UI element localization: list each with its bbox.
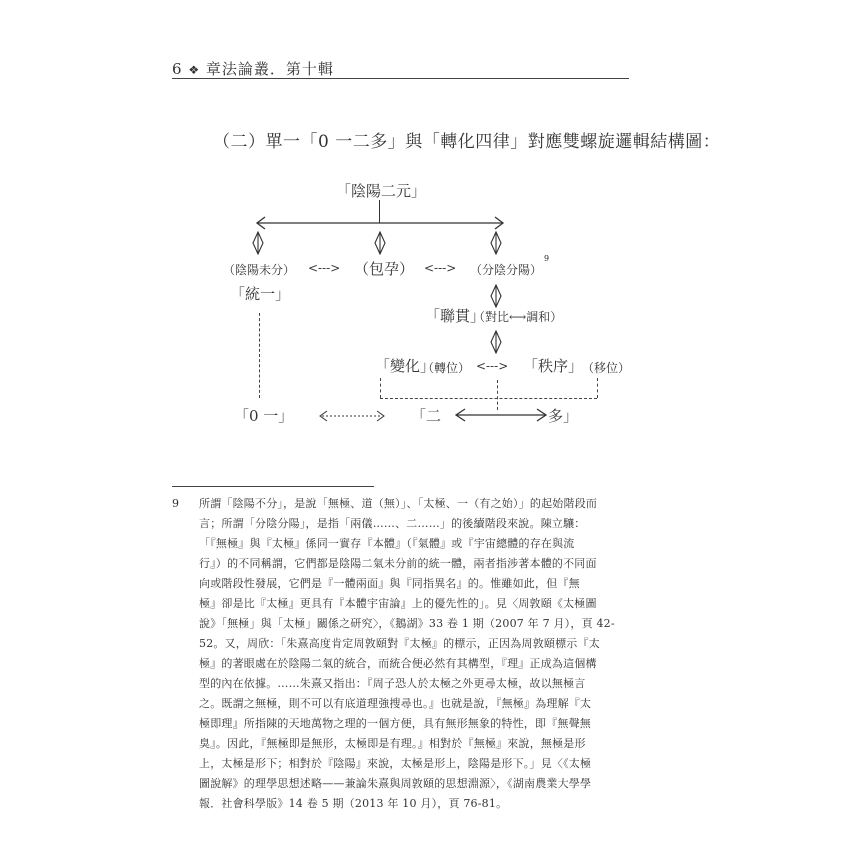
dashed-arrow: <---> (424, 261, 457, 275)
footnote-line: 上，太極是形下；相對於『陰陽』來說，太極是形上，陰陽是形下。」見〈《太極 (199, 757, 592, 770)
bracket-bottom (380, 398, 597, 399)
dashed-double-arrow-icon (318, 410, 386, 422)
solid-double-arrow-icon (454, 408, 548, 422)
footnote-rule (172, 486, 374, 487)
bracket-right (597, 378, 598, 398)
footnote-line: 型的內在依據。……朱熹又指出：『周子恐人於太極之外更尋太極，故以無極言 (199, 677, 586, 690)
footnote-line: 所謂「陰陽不分」，是說「無極、道（無）」、「太極、一（有之始）」的起始階段而 (199, 497, 598, 510)
node-two: 「二 (411, 407, 442, 425)
footnote-number: 9 (172, 497, 179, 510)
running-title: 章法論叢．第十輯 (205, 60, 334, 78)
footnote-line: 52。又，周欣：「朱熹高度肯定周敦頤對『太極』的標示，正因為周敦頤標示『太 (199, 637, 600, 650)
updown-arrow-icon (490, 284, 502, 308)
bracket-stem (497, 380, 498, 410)
node-unity: 「統一」 (230, 285, 291, 303)
updown-arrow-icon (490, 330, 502, 354)
stage-embracing: （包孕） (354, 260, 415, 278)
node-many: 多」 (548, 407, 579, 425)
footnote-line: 臭』。因此，『無極即是無形，太極即是有理。』相對於『無極』來說，無極是形 (199, 737, 586, 750)
node-change: 「變化」 (375, 357, 436, 375)
branch-double-arrow-icon (255, 216, 505, 230)
footnote-line: 言；所謂「分陰分陽」，是指「兩儀……、二……」的後續階段來說。陳立驤： (199, 517, 586, 530)
ornament-icon: ❖ (188, 63, 201, 77)
stage-undivided: （陰陽未分） (223, 263, 296, 277)
bracket-left (380, 378, 381, 398)
updown-arrow-icon (252, 231, 264, 255)
footnote-line: 向或階段性發展，它們是『一體兩面』與『同指異名』的。惟雖如此，但『無 (199, 577, 580, 590)
footnote-line: 報．社會科學版》14 卷 5 期（2013 年 10 月），頁 76-81。 (199, 797, 508, 810)
updown-arrow-icon (374, 231, 386, 255)
dashed-arrow: <---> (476, 359, 509, 373)
dashed-arrow: <---> (308, 261, 341, 275)
footnote-line: 之。既謂之無極，則不可以有底道理強搜尋也。』也就是說，『無極』為理解『太 (199, 697, 592, 710)
footnote-line: 圖說解》的理學思想述略——兼論朱熹與周敦頤的思想淵源〉，《湖南農業大學學 (199, 777, 592, 790)
footnote-mark[interactable]: 9 (544, 254, 550, 263)
footnote-line: 說》「無極」與「太極」關係之研究〉，《鵝湖》33 卷 1 期（2007 年 7 月），頁 42- (199, 617, 615, 630)
coherence-note: （對比⟷調和） (473, 310, 563, 324)
stage-divided: （分陰分陽） (470, 263, 543, 277)
node-yinyang-duality: 「陰陽二元」 (336, 182, 427, 200)
updown-arrow-icon (490, 231, 502, 255)
footnote-line: 「『無極』與『太極』係同一實存『本體』（『氣體』或『宇宙總體的存在與流 (199, 537, 575, 550)
header-rule (172, 78, 629, 79)
node-order: 「秩序」 (523, 357, 584, 375)
footnote-text (199, 494, 629, 814)
footnote-line: 極』的著眼處在於陰陽二氣的統合，而統合便必然有其構型，『理』正成為這個構 (199, 657, 597, 670)
unity-dashed-line (259, 313, 260, 398)
page-number: 6 (172, 60, 183, 78)
change-note: （轉位） (422, 361, 471, 375)
order-note: （移位） (582, 361, 631, 375)
running-header (172, 58, 334, 79)
footnote-line: 極即理』所指陳的天地萬物之理的一個方便，具有無形無象的特性，即『無聲無 (199, 717, 591, 730)
footnote-line: 極』卻是比『太極』更具有『本體宇宙論』上的優先性的」。見〈周敦頤《太極圖 (199, 597, 597, 610)
section-title: （二）單一「0 一二多」與「轉化四律」對應雙螺旋邏輯結構圖： (213, 132, 721, 152)
node-coherence: 「聯貫」 (425, 307, 486, 325)
footnote-line: 行』）的不同稱謂，它們都是陰陽二氣未分前的統一體，兩者指涉著本體的不同面 (199, 557, 597, 570)
node-zero-one: 「0 一」 (234, 407, 294, 425)
